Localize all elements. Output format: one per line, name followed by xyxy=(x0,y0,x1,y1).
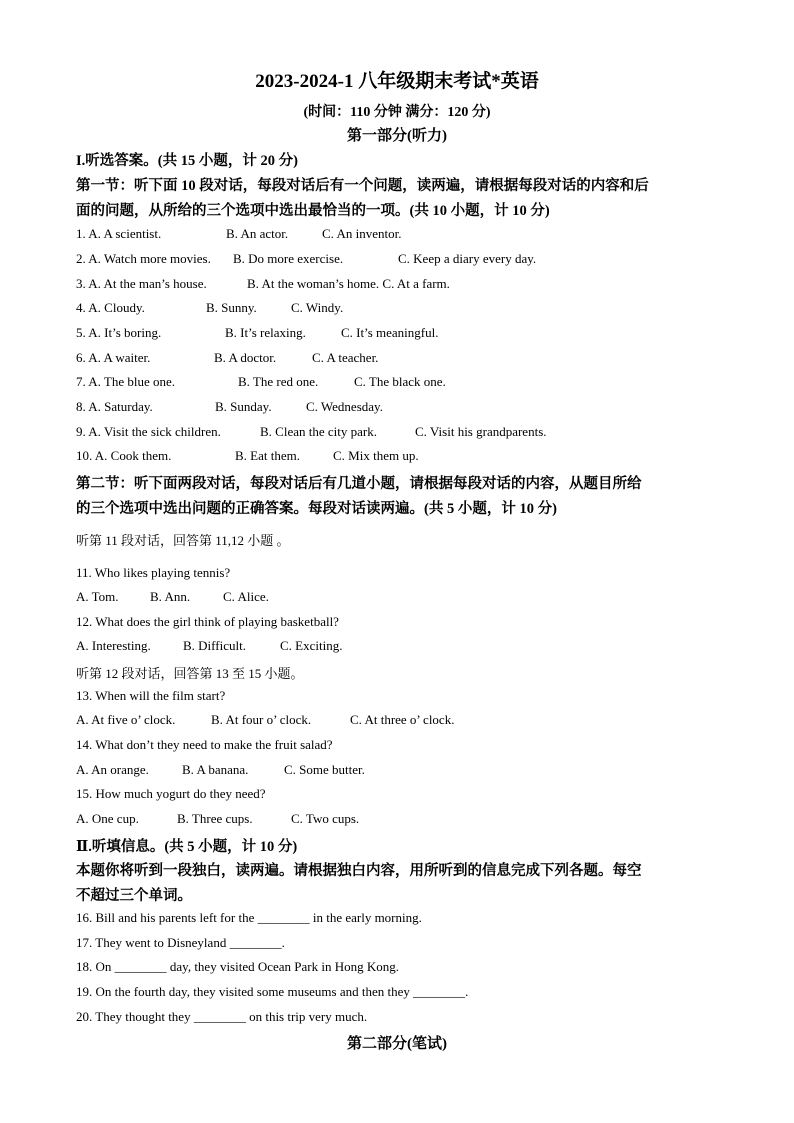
section-one-heading: I.听选答案。(共 15 小题，计 20 分) xyxy=(76,153,298,169)
option-c: C. A teacher. xyxy=(312,350,379,365)
part-one-heading: 第一部分(听力) xyxy=(347,128,447,144)
section-two-instruction-1: 本题你将听到一段独白，读两遍。请根据独白内容，用所听到的信息完成下列各题。每空 xyxy=(76,863,642,879)
question-19: 19. On the fourth day, they visited some museums and then they ________. xyxy=(76,984,469,999)
option-a: A. One cup. xyxy=(76,811,139,826)
option-a: 4. A. Cloudy. xyxy=(76,300,145,315)
dialog-12-instruction: 听第 12 段对话，回答第 13 至 15 小题。 xyxy=(76,666,304,681)
option-a: 2. A. Watch more movies. xyxy=(76,251,211,266)
option-c: C. At three o’ clock. xyxy=(350,712,455,727)
dialog-11-instruction: 听第 11 段对话，回答第 11,12 小题 。 xyxy=(76,533,290,548)
option-b: B. Eat them. xyxy=(235,448,300,463)
option-a: A. An orange. xyxy=(76,762,149,777)
subsection-two-instruction-2: 的三个选项中选出问题的正确答案。每段对话读两遍。(共 5 小题，计 10 分) xyxy=(76,501,557,517)
option-c: C. Two cups. xyxy=(291,811,360,826)
option-c: C. The black one. xyxy=(354,374,446,389)
question-13: 13. When will the film start? xyxy=(76,688,226,703)
option-a: 6. A. A waiter. xyxy=(76,350,151,365)
option-b: B. Sunday. xyxy=(215,399,272,414)
subsection-one-instruction-1: 第一节：听下面 10 段对话，每段对话后有一个问题，读两遍，请根据每段对话的内容和后 xyxy=(76,178,649,194)
option-a: 9. A. Visit the sick children. xyxy=(76,424,221,439)
exam-time-info: (时间：110 分钟 满分：120 分) xyxy=(303,105,491,120)
option-c: C. Some butter. xyxy=(284,762,365,777)
option-c: C. Wednesday. xyxy=(306,399,383,414)
option-b: B. Clean the city park. xyxy=(260,424,377,439)
option-b: B. A doctor. xyxy=(214,350,277,365)
subsection-two-instruction-1: 第二节：听下面两段对话，每段对话后有几道小题，请根据每段对话的内容，从题目所给 xyxy=(76,476,642,492)
part-two-heading: 第二部分(笔试) xyxy=(347,1036,447,1052)
question-12: 12. What does the girl think of playing basketball? xyxy=(76,614,339,629)
option-c: C. Visit his grandparents. xyxy=(415,424,547,439)
option-c: C. Alice. xyxy=(223,589,269,604)
question-15: 15. How much yogurt do they need? xyxy=(76,786,266,801)
option-a: A. Interesting. xyxy=(76,638,151,653)
question-17: 17. They went to Disneyland ________. xyxy=(76,935,285,950)
option-c: C. An inventor. xyxy=(322,226,402,241)
option-b: B. Sunny. xyxy=(206,300,257,315)
option-a: A. At five o’ clock. xyxy=(76,712,176,727)
option-b: B. Difficult. xyxy=(183,638,246,653)
option-a: 1. A. A scientist. xyxy=(76,226,162,241)
question-14: 14. What don’t they need to make the fruit salad? xyxy=(76,737,333,752)
option-b: B. A banana. xyxy=(182,762,249,777)
option-a: 8. A. Saturday. xyxy=(76,399,153,414)
question-16: 16. Bill and his parents left for the ________ in the early morning. xyxy=(76,910,422,925)
option-c: C. It’s meaningful. xyxy=(341,325,439,340)
subsection-one-instruction-2: 面的问题，从所给的三个选项中选出最恰当的一项。(共 10 小题，计 10 分) xyxy=(76,203,550,219)
section-two-instruction-2: 不超过三个单词。 xyxy=(76,888,192,904)
option-a: 7. A. The blue one. xyxy=(76,374,176,389)
option-a: 5. A. It’s boring. xyxy=(76,325,162,340)
option-b: B. Ann. xyxy=(150,589,191,604)
option-c: C. Exciting. xyxy=(280,638,343,653)
option-c: C. Keep a diary every day. xyxy=(398,251,537,266)
option-a: A. Tom. xyxy=(76,589,119,604)
option-b: B. It’s relaxing. xyxy=(225,325,306,340)
option-b: B. At four o’ clock. xyxy=(211,712,312,727)
option-b: B. At the woman’s home. C. At a farm. xyxy=(247,276,450,291)
question-11: 11. Who likes playing tennis? xyxy=(76,565,231,580)
question-18: 18. On ________ day, they visited Ocean Park in Hong Kong. xyxy=(76,959,400,974)
option-c: C. Windy. xyxy=(291,300,344,315)
option-c: C. Mix them up. xyxy=(333,448,419,463)
option-b: B. Three cups. xyxy=(177,811,253,826)
option-a: 10. A. Cook them. xyxy=(76,448,172,463)
option-b: B. Do more exercise. xyxy=(233,251,344,266)
option-a: 3. A. At the man’s house. xyxy=(76,276,207,291)
option-b: B. An actor. xyxy=(226,226,289,241)
exam-title: 2023-2024-1 八年级期末考试*英语 xyxy=(255,71,539,92)
option-b: B. The red one. xyxy=(238,374,319,389)
question-20: 20. They thought they ________ on this trip very much. xyxy=(76,1009,368,1024)
section-two-heading: Ⅱ.听填信息。(共 5 小题，计 10 分) xyxy=(76,839,298,855)
